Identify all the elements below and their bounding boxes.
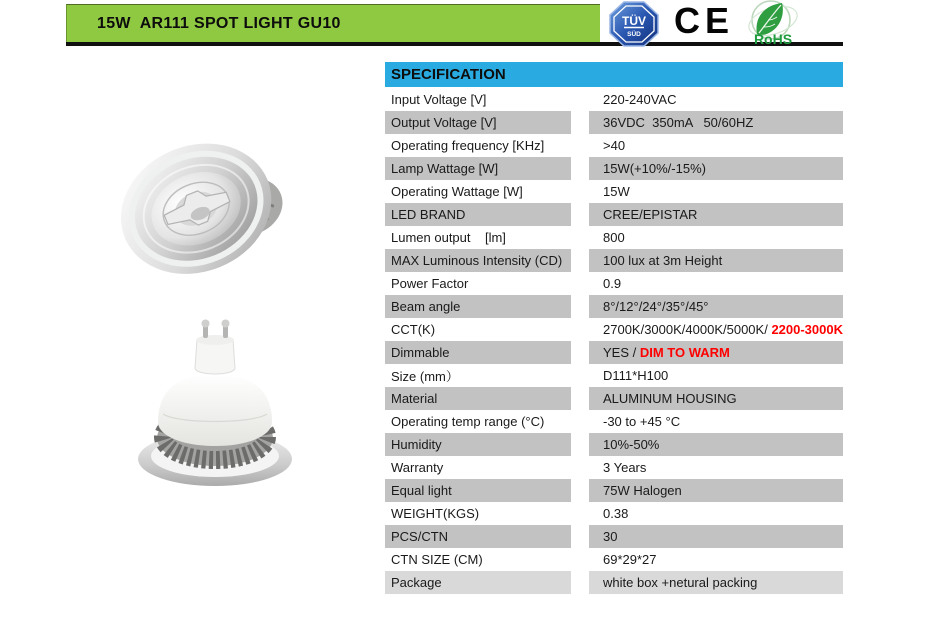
spec-value-text: 800 xyxy=(603,230,625,245)
spec-row-gutter xyxy=(571,571,589,594)
rohs-icon xyxy=(740,0,806,51)
spec-value-text: 0.9 xyxy=(603,276,622,291)
spec-row-value xyxy=(589,456,843,479)
spec-value-text: -30 to +45 °C xyxy=(603,414,681,429)
spec-row xyxy=(385,479,843,502)
rohs-label: RoHS xyxy=(753,31,793,46)
spec-row-gutter xyxy=(571,249,589,272)
spec-row-label: Operating frequency [KHz] xyxy=(391,138,545,153)
spec-row-label: Input Voltage [V] xyxy=(391,92,487,107)
spec-row-gutter xyxy=(571,364,589,387)
page-title: 15W AR111 SPOT LIGHT GU10 xyxy=(97,14,341,32)
spec-row-gutter xyxy=(571,295,589,318)
spec-row-value xyxy=(589,249,843,272)
spec-value-text: 30 xyxy=(603,529,618,544)
spec-row xyxy=(385,203,843,226)
spec-row xyxy=(385,295,843,318)
title-banner xyxy=(66,4,600,42)
spec-row-gutter xyxy=(571,157,589,180)
spec-row-value xyxy=(589,318,843,341)
spec-row-value xyxy=(589,571,843,594)
ce-mark-icon xyxy=(666,0,742,42)
spec-row-value xyxy=(589,295,843,318)
spec-row xyxy=(385,456,843,479)
ce-label: CE xyxy=(673,0,734,41)
spec-row-gutter xyxy=(571,479,589,502)
spec-row-gutter xyxy=(571,318,589,341)
spec-value-highlight: 2200-3000K xyxy=(771,322,843,337)
spec-value-highlight: DIM TO WARM xyxy=(639,345,730,360)
spec-row-label: Lumen output [lm] xyxy=(391,230,506,245)
spec-row-label: Package xyxy=(385,571,571,594)
spec-row xyxy=(385,502,843,525)
spec-row-value xyxy=(589,479,843,502)
spec-row-label: Size (mm） xyxy=(391,369,459,384)
spec-row-label: Material xyxy=(385,387,571,410)
spec-value-text: 75W Halogen xyxy=(603,483,682,498)
spec-value-text: >40 xyxy=(603,138,626,153)
spec-row-label: CTN SIZE (CM) xyxy=(391,552,483,567)
spec-row-value xyxy=(589,157,843,180)
spec-value-text: 69*29*27 xyxy=(603,552,657,567)
spec-value-text: 36VDC 350mA 50/60HZ xyxy=(603,115,754,130)
spec-row xyxy=(385,318,843,341)
spec-row xyxy=(385,134,843,157)
spec-row-gutter xyxy=(571,203,589,226)
spec-value-text: CREE/EPISTAR xyxy=(603,207,698,222)
spec-row-gutter xyxy=(571,410,589,433)
spec-row xyxy=(385,111,843,134)
spec-row-label: Dimmable xyxy=(385,341,571,364)
tuv-sud-icon xyxy=(609,1,659,52)
spec-table xyxy=(385,62,843,594)
spec-row-gutter xyxy=(571,502,589,525)
spec-value-text: 2700K/3000K/4000K/5000K/ xyxy=(603,322,772,337)
spec-row xyxy=(385,88,843,111)
spec-row xyxy=(385,180,843,203)
spec-row-gutter xyxy=(571,134,589,157)
spec-row xyxy=(385,226,843,249)
spec-row-value xyxy=(589,88,843,111)
spec-row-value xyxy=(589,548,843,571)
spec-row xyxy=(385,410,843,433)
spec-row-value xyxy=(589,272,843,295)
spec-row xyxy=(385,249,843,272)
spec-row-value xyxy=(589,111,843,134)
spec-row-label: WEIGHT(KGS) xyxy=(391,506,480,521)
spec-row-label: LED BRAND xyxy=(385,203,571,226)
spec-row-label: Power Factor xyxy=(391,276,469,291)
spec-row-gutter xyxy=(571,341,589,364)
spec-row-label: Output Voltage [V] xyxy=(385,111,571,134)
spec-row xyxy=(385,387,843,410)
tuv-sub-label: SÜD xyxy=(627,31,641,38)
spec-title-text: SPECIFICATION xyxy=(391,66,506,83)
spec-row-value xyxy=(589,433,843,456)
spec-row-gutter xyxy=(571,111,589,134)
spec-row-label: Operating Wattage [W] xyxy=(391,184,523,199)
spec-value-text: white box +netural packing xyxy=(603,575,758,590)
spec-row-label: Warranty xyxy=(391,460,444,475)
spec-row xyxy=(385,548,843,571)
spec-row-value xyxy=(589,387,843,410)
spec-value-text: YES / xyxy=(603,345,640,360)
spec-value-text: 0.38 xyxy=(603,506,629,521)
spec-row-value xyxy=(589,341,843,364)
spec-row xyxy=(385,364,843,387)
spec-value-text: 100 lux at 3m Height xyxy=(603,253,723,268)
spec-row xyxy=(385,157,843,180)
spec-row xyxy=(385,272,843,295)
spec-row-value xyxy=(589,525,843,548)
spec-row-label: Lamp Wattage [W] xyxy=(385,157,571,180)
spec-value-text: 15W(+10%/-15%) xyxy=(603,161,706,176)
spec-row-label: PCS/CTN xyxy=(385,525,571,548)
spec-row xyxy=(385,571,843,594)
spec-table-title xyxy=(385,62,843,87)
tuv-label: TÜV xyxy=(622,14,646,28)
spec-row-label: Equal light xyxy=(385,479,571,502)
spec-value-text: 220-240VAC xyxy=(603,92,677,107)
spec-row-gutter xyxy=(571,226,589,249)
spec-row xyxy=(385,433,843,456)
spec-row-value xyxy=(589,203,843,226)
spec-row-label: Beam angle xyxy=(385,295,571,318)
spec-row-value xyxy=(589,134,843,157)
product-image-back xyxy=(133,318,298,498)
spec-value-text: 3 Years xyxy=(603,460,647,475)
spec-row-gutter xyxy=(571,180,589,203)
spec-row-gutter xyxy=(571,88,589,111)
spec-value-text: 10%-50% xyxy=(603,437,660,452)
spec-row-label: MAX Luminous Intensity (CD) xyxy=(385,249,571,272)
spec-row-value xyxy=(589,410,843,433)
spec-row-label: CCT(K) xyxy=(391,322,436,337)
spec-row-value xyxy=(589,180,843,203)
spec-row-gutter xyxy=(571,387,589,410)
spec-row-gutter xyxy=(571,272,589,295)
spec-value-text: D111*H100 xyxy=(603,368,669,383)
spec-row-label: Operating temp range (°C) xyxy=(391,414,545,429)
spec-value-text: 8°/12°/24°/35°/45° xyxy=(603,299,709,314)
spec-row-gutter xyxy=(571,525,589,548)
product-image-front xyxy=(108,126,288,296)
spec-row xyxy=(385,341,843,364)
spec-row-value xyxy=(589,226,843,249)
spec-row-value xyxy=(589,502,843,525)
spec-row-gutter xyxy=(571,456,589,479)
spec-row-value xyxy=(589,364,843,387)
spec-row-gutter xyxy=(571,433,589,456)
spec-row-label: Humidity xyxy=(385,433,571,456)
spec-value-text: ALUMINUM HOUSING xyxy=(603,391,737,406)
spec-row-gutter xyxy=(571,548,589,571)
spec-value-text: 15W xyxy=(603,184,630,199)
spec-table-body xyxy=(385,88,843,594)
header-underline xyxy=(66,42,843,46)
spec-row xyxy=(385,525,843,548)
